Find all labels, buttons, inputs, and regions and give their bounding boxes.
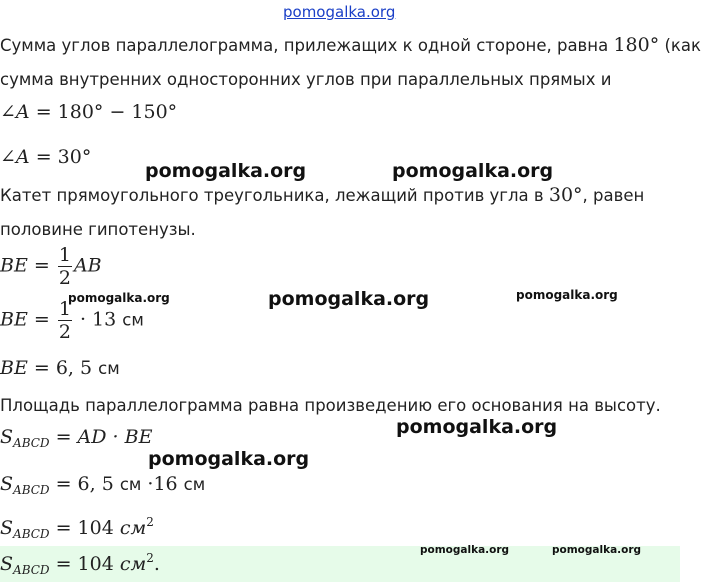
period: . — [153, 553, 160, 575]
area-subscript: ABCD — [13, 483, 50, 497]
watermark: pomogalka.org — [145, 160, 307, 182]
equation-rhs: = 30° — [29, 146, 92, 168]
equation-lhs: ∠A — [0, 146, 30, 168]
watermark: pomogalka.org — [148, 448, 310, 470]
paragraph-1-line-2: сумма внутренних односторонних углов при параллельных прямых и — [0, 70, 612, 89]
watermark: pomogalka.org — [396, 416, 558, 438]
exponent: 2 — [146, 551, 154, 565]
fraction-denominator: 2 — [58, 267, 71, 289]
equation-rhs: = 6, 5 — [27, 357, 99, 379]
paragraph-text: , равен — [582, 186, 645, 205]
equation-area-1 — [0, 426, 152, 450]
watermark: pomogalka.org — [516, 288, 618, 302]
equation-angle-2 — [0, 146, 91, 168]
site-title-link[interactable]: pomogalka.org — [283, 3, 396, 21]
fraction — [58, 244, 72, 289]
paragraph-2-line-1 — [0, 184, 644, 206]
fraction-denominator: 2 — [58, 321, 71, 343]
equation-rhs: = 104 — [49, 553, 120, 575]
equation-rhs: = 6, 5 — [49, 473, 120, 495]
watermark: pomogalka.org — [552, 544, 642, 556]
equation-rhs: ·16 — [141, 473, 184, 495]
unit: см — [119, 553, 147, 575]
paragraph-1-line-1 — [0, 34, 701, 56]
equation-rhs: = 104 — [49, 517, 120, 539]
angle-value: 30° — [548, 184, 583, 206]
unit: см — [98, 359, 120, 378]
paragraph-text: Сумма углов параллелограмма, прилежащих к одной стороне, равна — [0, 36, 614, 55]
equation-be-3 — [0, 357, 120, 379]
equation-rhs: AB — [73, 254, 102, 277]
unit: см — [183, 475, 206, 494]
watermark: pomogalka.org — [392, 160, 554, 182]
equation-lhs: BE — [0, 254, 28, 277]
equation-rhs: · 13 — [73, 308, 123, 331]
paragraph-3: Площадь параллелограмма равна произведению его основания на высоту. — [0, 396, 661, 415]
area-symbol: S — [0, 517, 14, 539]
area-subscript: ABCD — [13, 527, 50, 541]
area-symbol: S — [0, 553, 14, 575]
fraction-numerator: 1 — [58, 244, 71, 266]
equation-rhs: = AD · BE — [49, 426, 153, 448]
paragraph-text: Катет прямоугольного треугольника, лежащий против угла в — [0, 186, 549, 205]
angle-value: 180° — [613, 34, 660, 56]
equation-rhs: = 180° − 150° — [29, 101, 178, 123]
equation-area-3 — [0, 515, 154, 541]
unit: см — [119, 517, 147, 539]
area-symbol: S — [0, 473, 14, 495]
equation-lhs: BE — [0, 308, 28, 331]
area-symbol: S — [0, 426, 14, 448]
area-subscript: ABCD — [13, 563, 50, 577]
fraction-numerator: 1 — [58, 298, 71, 320]
watermark: pomogalka.org — [420, 544, 510, 556]
equation-area-2 — [0, 473, 205, 497]
equals-sign: = — [27, 308, 56, 331]
equation-lhs: BE — [0, 357, 28, 379]
equation-angle-1 — [0, 101, 177, 123]
paragraph-2-line-2: половине гипотенузы. — [0, 220, 196, 239]
equation-lhs: ∠A — [0, 101, 30, 123]
unit: см — [122, 310, 144, 330]
watermark: pomogalka.org — [68, 291, 170, 305]
paragraph-text: (как — [659, 36, 701, 55]
area-subscript: ABCD — [13, 436, 50, 450]
exponent: 2 — [146, 515, 154, 529]
unit: см — [119, 475, 142, 494]
equation-be-1 — [0, 244, 102, 289]
watermark: pomogalka.org — [268, 288, 430, 310]
equals-sign: = — [27, 254, 56, 277]
equation-area-answer — [0, 551, 160, 577]
